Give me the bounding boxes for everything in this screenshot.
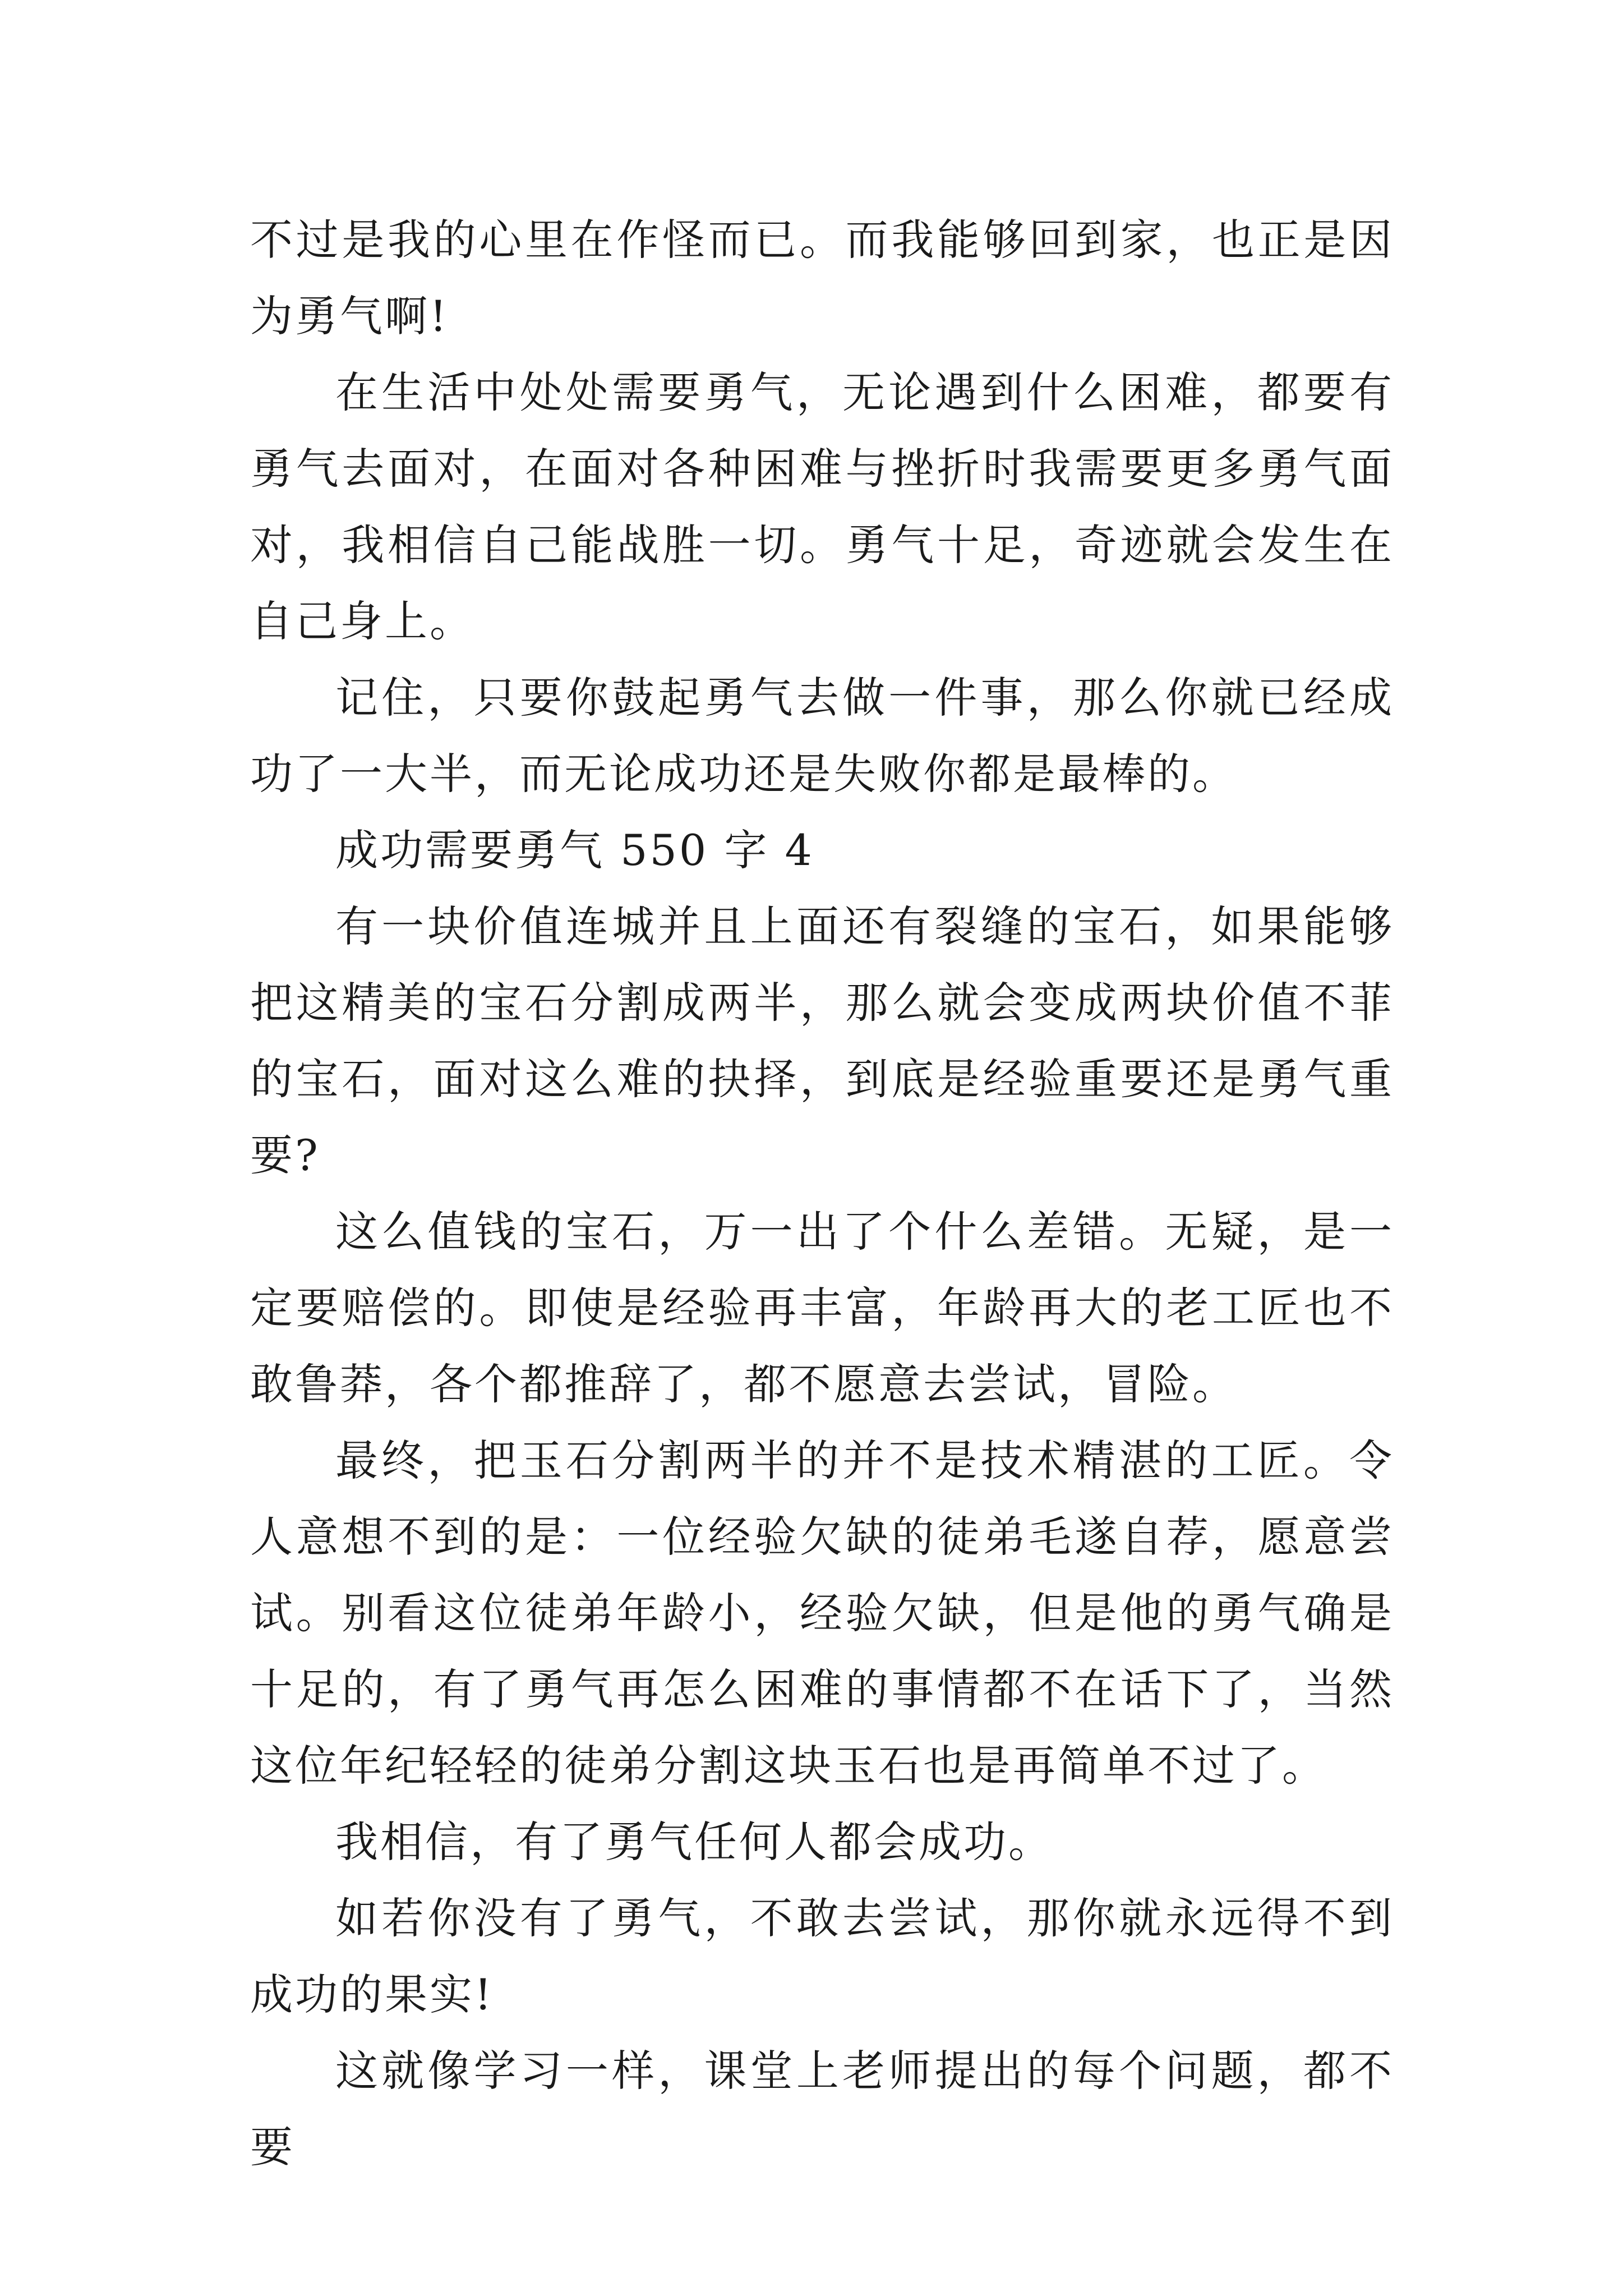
paragraph: 这就像学习一样，课堂上老师提出的每个问题，都不要 [250,2046,1394,2172]
paragraph: 记住，只要你鼓起勇气去做一件事，那么你就已经成功了一大半，而无论成功还是失败你都是最棒的。 [250,673,1394,799]
document-body [250,202,1394,2185]
paragraph: 这么值钱的宝石，万一出了个什么差错。无疑，是一定要赔偿的。即使是经验再丰富，年龄再大的老工匠也不敢鲁莽，各个都推辞了，都不愿意去尝试，冒险。 [250,1207,1394,1409]
paragraph: 我相信，有了勇气任何人都会成功。 [335,1817,1053,1867]
paragraph: 有一块价值连城并且上面还有裂缝的宝石，如果能够把这精美的宝石分割成两半，那么就会变成两块价值不菲的宝石，面对这么难的抉择，到底是经验重要还是勇气重要? [250,901,1394,1180]
section-heading: 成功需要勇气 550 字 4 [335,825,814,875]
paragraph: 最终，把玉石分割两半的并不是技术精湛的工匠。令人意想不到的是：一位经验欠缺的徒弟毛遂自荐，愿意尝试。别看这位徒弟年龄小，经验欠缺，但是他的勇气确是十足的，有了勇气再怎么困难的事情都不在话下了，当然这位年纪轻轻的徒弟分割这块玉石也是再简单不过了。 [250,1435,1394,1791]
paragraph: 如若你没有了勇气，不敢去尝试，那你就永远得不到成功的果实! [250,1893,1394,2019]
paragraph-continued: 不过是我的心里在作怪而已。而我能够回到家，也正是因为勇气啊! [250,215,1394,341]
paragraph: 在生活中处处需要勇气，无论遇到什么困难，都要有勇气去面对，在面对各种困难与挫折时我需要更多勇气面对，我相信自己能战胜一切。勇气十足，奇迹就会发生在自己身上。 [250,367,1394,646]
